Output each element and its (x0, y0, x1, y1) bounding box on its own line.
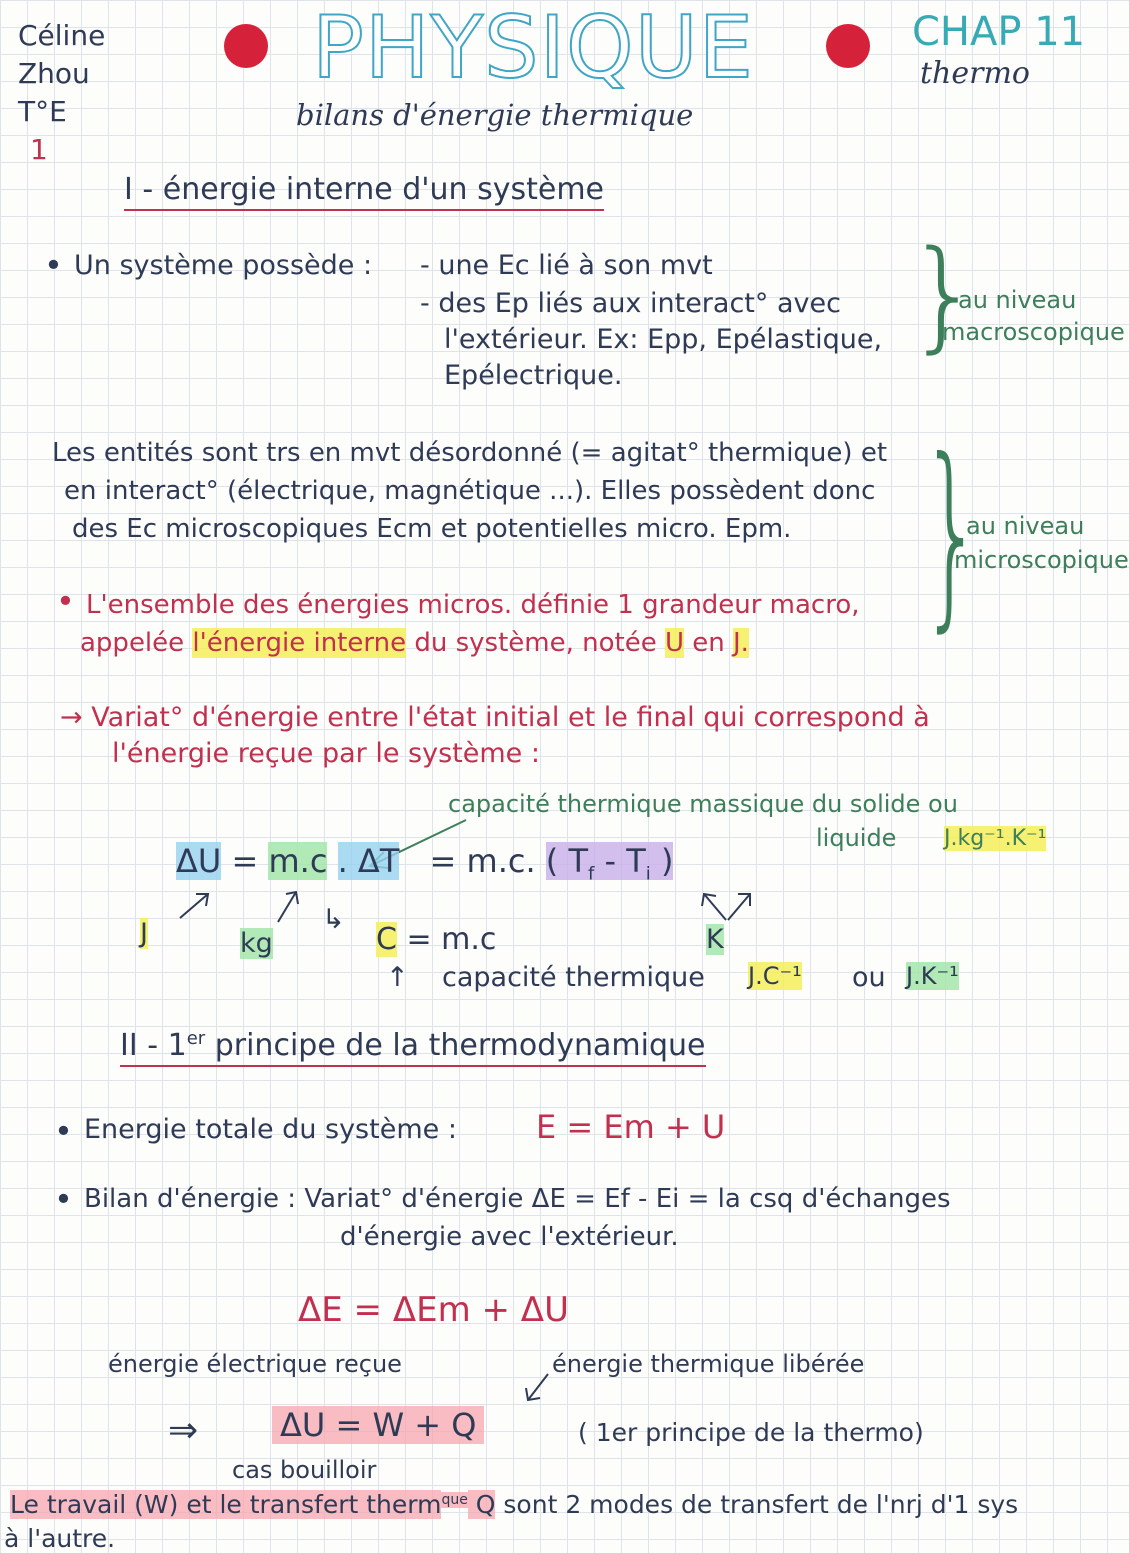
first-principle-equation (272, 1406, 484, 1444)
work-transfer-q: Q (467, 1490, 496, 1519)
author-class: T°E (18, 95, 67, 128)
internal-energy-symbol: U (664, 628, 684, 658)
system-item-potential: - des Ep liés aux interact° avec (420, 288, 841, 319)
eq-ti-sub: i (645, 863, 651, 885)
page-number: 1 (30, 133, 48, 166)
first-principle-du: ΔU (280, 1406, 326, 1444)
variation-line-1: → Variat° d'énergie entre l'état initial et le final qui correspond à (60, 702, 930, 733)
implies-icon: ⇒ (168, 1410, 199, 1451)
first-principle-rest: = W + Q (325, 1406, 477, 1444)
eq-tf-sub: f (588, 863, 595, 885)
total-energy-equation: E = Em + U (536, 1108, 726, 1146)
eq-close: ) (650, 842, 674, 880)
system-item-potential-cont1: l'extérieur. Ex: Epp, Epélastique, (444, 324, 883, 355)
work-transfer-pre: Le travail (W) et le transfert therm (10, 1490, 442, 1519)
section-1-heading: I - énergie interne d'un système (124, 172, 604, 211)
chapter-topic: thermo (920, 56, 1030, 91)
energy-balance-equation: ΔE = ΔEm + ΔU (298, 1290, 569, 1330)
internal-energy-line-1: L'ensemble des énergies micros. définie 1 grandeur macro, (86, 590, 860, 620)
eq-mc: m.c (268, 842, 328, 880)
c-definition-arrow-icon: ↳ (322, 904, 345, 935)
macro-label-2: macroscopique (942, 318, 1125, 346)
page-title: PHYSIQUE (312, 0, 754, 98)
thermal-energy-label: énergie thermique libérée (552, 1350, 865, 1378)
work-transfer-post: sont 2 modes de transfert de l'nrj d'1 sys (495, 1490, 1019, 1519)
system-item-kinetic: - une Ec lié à son mvt (420, 250, 713, 281)
energy-balance-line-1: Bilan d'énergie : Variat° d'énergie ΔE = Ef - Ei = la csq d'échanges (84, 1184, 951, 1214)
c-formula: = m.c (396, 922, 497, 957)
capacity-note-unit: J.kg⁻¹.K⁻¹ (944, 826, 1047, 851)
eq-delta-u: ΔU (176, 842, 222, 880)
eq-ti: - T (594, 842, 646, 880)
unit-kelvin: K (706, 924, 724, 955)
c-definition (376, 922, 496, 957)
internal-energy-unit: J. (733, 628, 749, 658)
total-energy-lead: Energie totale du système : (84, 1114, 457, 1145)
unit-kilogram: kg (240, 928, 273, 959)
bullet-dot-icon: • (54, 1112, 73, 1150)
variation-line-2: l'énergie reçue par le système : (112, 738, 540, 769)
page-subtitle: bilans d'énergie thermique (296, 98, 694, 132)
first-principle-note: ( 1er principe de la thermo) (578, 1418, 924, 1447)
eq-equals-1: = (231, 842, 259, 880)
delta-u-equation (176, 842, 673, 884)
section-2-heading-pre: II - 1 (120, 1028, 187, 1063)
entities-line-2: en interact° (électrique, magnétique ...). Elles possèdent donc (64, 476, 876, 506)
internal-energy-mid: du système, notée (414, 628, 657, 658)
c-note-arrow-icon: ↑ (386, 962, 409, 993)
c-symbol: C (376, 922, 397, 957)
kettle-case-label: cas bouilloir (232, 1456, 377, 1484)
work-transfer-line-2: à l'autre. (4, 1524, 116, 1553)
entities-line-1: Les entités sont trs en mvt désordonné (= agitat° thermique) et (52, 438, 888, 468)
internal-energy-en: en (692, 628, 725, 658)
internal-energy-line-2 (80, 628, 749, 658)
macro-brace-icon: } (906, 226, 983, 365)
eq-temp-diff (545, 842, 674, 885)
c-note: capacité thermique (442, 962, 705, 993)
entities-line-3: des Ec microscopiques Ecm et potentielles micro. Epm. (72, 514, 792, 544)
capacity-note-line-2: liquide (816, 824, 897, 852)
eq-mc-2: m.c. (466, 842, 536, 880)
capacity-note-line-1: capacité thermique massique du solide ou (448, 790, 958, 818)
chapter-label: CHAP 11 (912, 9, 1086, 55)
system-item-potential-cont2: Epélectrique. (444, 360, 623, 391)
micro-brace-icon: } (920, 417, 984, 650)
work-transfer-line-1 (10, 1490, 1018, 1519)
section-2-heading-sup: er (186, 1028, 206, 1049)
energy-balance-line-2: d'énergie avec l'extérieur. (340, 1222, 679, 1252)
section-2-heading (120, 1028, 706, 1067)
eq-tf: ( T (545, 842, 588, 880)
bullet-dot-icon: • (44, 246, 63, 284)
section-2-heading-post: principe de la thermodynamique (214, 1028, 706, 1063)
internal-energy-highlight: l'énergie interne (192, 628, 407, 658)
title-dot-left-icon (224, 24, 268, 68)
author-name-first: Céline (18, 19, 106, 52)
thermal-arrow-icon (518, 1370, 558, 1410)
micro-label-2: microscopique (954, 546, 1129, 574)
bullet-dot-icon: • (54, 1180, 73, 1218)
bullet-dot-red-icon: • (56, 582, 75, 620)
c-unit-2: J.K⁻¹ (906, 962, 959, 990)
c-unit-or: ou (852, 962, 886, 993)
electric-energy-label: énergie électrique reçue (108, 1350, 402, 1378)
eq-delta-t: . ΔT (337, 842, 400, 880)
c-unit-1: J.C⁻¹ (748, 962, 802, 990)
title-dot-right-icon (826, 24, 870, 68)
eq-equals-2: = (429, 842, 457, 880)
author-name-last: Zhou (18, 57, 90, 90)
macro-label-1: au niveau (958, 286, 1077, 314)
work-transfer-sup: que (441, 1491, 468, 1508)
system-has-lead: Un système possède : (74, 250, 373, 281)
micro-label-1: au niveau (966, 512, 1085, 540)
unit-joule: J (140, 918, 148, 949)
internal-energy-pre: appelée (80, 628, 185, 658)
